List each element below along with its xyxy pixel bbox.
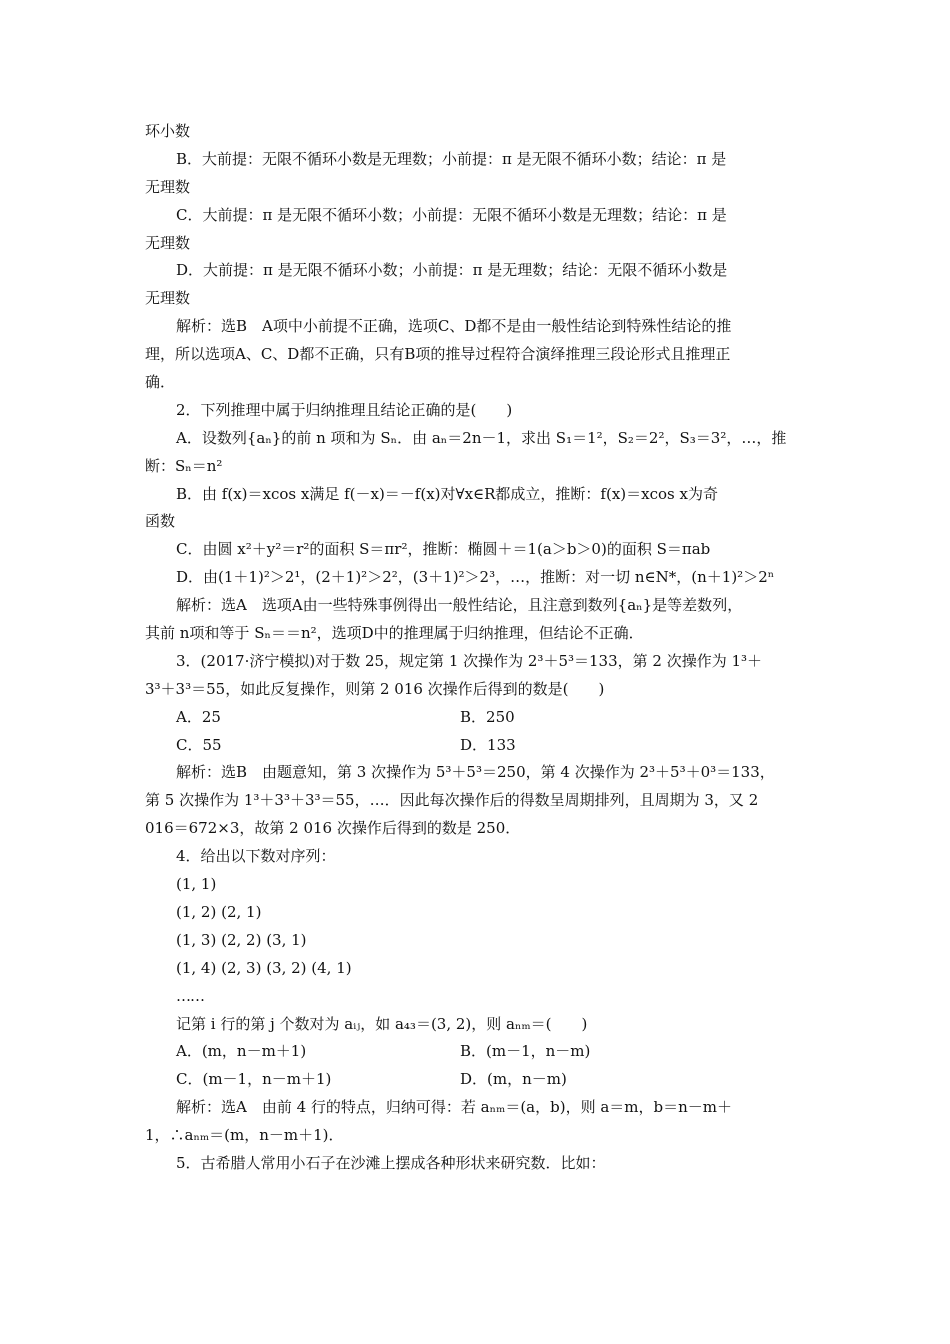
text-line: 确．: [145, 373, 176, 392]
text-line: 解析：选B 由题意知，第 3 次操作为 5³＋5³＝250，第 4 次操作为 2³＋5³＋0³＝133，: [176, 763, 775, 782]
text-line: 5．古希腊人常用小石子在沙滩上摆成各种形状来研究数．比如：: [176, 1153, 606, 1172]
text-line: 环小数: [145, 122, 191, 140]
sequence-row-4: [145, 955, 807, 983]
question-4: [145, 843, 807, 871]
q2-option-b: [145, 481, 807, 509]
option-b: [145, 146, 807, 174]
text-line: 3．(2017·济宁模拟)对于数 25，规定第 1 次操作为 2³＋5³＝133，第 2 次操作为 1³＋: [176, 651, 763, 670]
sequence-ellipsis: [145, 983, 807, 1011]
text-line: 无理数: [145, 233, 191, 252]
text-line: 断：Sₙ＝n²: [145, 456, 223, 475]
q4-option-d: D．(m，n－m): [460, 1070, 567, 1089]
solution-2: [145, 592, 807, 620]
text-line: ……: [176, 986, 204, 1005]
text-line: (1, 1): [176, 875, 217, 894]
q2-option-c: [145, 536, 807, 564]
text-line: 第 5 次操作为 1³＋3³＋3³＝55，…．因此每次操作后的得数呈周期排列，且周期为 3，又 2: [145, 791, 759, 810]
text-line: 无理数: [145, 289, 191, 308]
text-line: 其前 n项和等于 Sₙ＝＝n²，选项D中的推理属于归纳推理，但结论不正确．: [145, 624, 644, 643]
document-page: [145, 118, 807, 1178]
text-line: C．由圆 x²＋y²＝r²的面积 S＝πr²，推断：椭圆＋＝1(a＞b＞0)的面积 S＝πab: [176, 540, 711, 559]
q3-option-c: C．55: [176, 735, 222, 754]
sequence-row-3: [145, 927, 807, 955]
text-line: 函数: [145, 512, 176, 531]
q3-options-row-2: [145, 732, 807, 760]
text-line: 解析：选B A项中小前提不正确，选项C、D都不是由一般性结论到特殊性结论的推: [176, 317, 732, 336]
q4-option-b: B．(m－1，n－m): [460, 1042, 591, 1061]
text-line: 记第 i 行的第 j 个数对为 aᵢⱼ，如 a₄₃＝(3, 2)，则 aₙₘ＝( ): [176, 1014, 588, 1033]
text-line: 解析：选A 由前 4 行的特点，归纳可得：若 aₙₘ＝(a，b)，则 a＝m，b＝n－m＋: [176, 1098, 732, 1117]
text-line: 3³＋3³＝55，如此反复操作，则第 2 016 次操作后得到的数是( ): [145, 679, 605, 698]
q4-stem: [145, 1011, 807, 1039]
question-5: [145, 1150, 807, 1178]
solution-4: [145, 1094, 807, 1122]
q3-options-row-1: [145, 704, 807, 732]
q3-option-d: D．133: [460, 735, 516, 754]
q4-option-a: A．(m，n－m＋1): [176, 1042, 307, 1061]
solution-3: [145, 759, 807, 787]
q4-options-row-2: [145, 1066, 807, 1094]
text-line: D．由(1＋1)²＞2¹，(2＋1)²＞2²，(3＋1)²＞2³，…，推断：对一切 n∈N*，(n＋1)²＞2ⁿ: [176, 568, 775, 587]
question-2: [145, 397, 807, 425]
text-line: A．设数列{aₙ}的前 n 项和为 Sₙ．由 aₙ＝2n－1，求出 S₁＝1²，S₂＝2²，S₃＝3²，…，推: [176, 428, 787, 447]
sequence-row-1: [145, 871, 807, 899]
q3-option-b: B．250: [460, 707, 515, 726]
q4-option-c: C．(m－1，n－m＋1): [176, 1070, 332, 1089]
text-line: 4．给出以下数对序列：: [176, 847, 336, 866]
text-line: B．由 f(x)＝xcos x满足 f(－x)＝－f(x)对∀x∈R都成立，推断：f(x)＝xcos x为奇: [176, 484, 718, 503]
text-line: 解析：选A 选项A由一些特殊事例得出一般性结论，且注意到数列{aₙ}是等差数列，: [176, 596, 743, 615]
text-line: D．大前提：π 是无限不循环小数；小前提：π 是无理数；结论：无限不循环小数是: [176, 261, 728, 280]
text-line: B．大前提：无限不循环小数是无理数；小前提：π 是无限不循环小数；结论：π 是: [176, 149, 727, 168]
question-3: [145, 648, 807, 676]
sequence-row-2: [145, 899, 807, 927]
q2-option-d: [145, 564, 807, 592]
text-line: 2．下列推理中属于归纳推理且结论正确的是( ): [176, 400, 513, 419]
solution-1: [145, 313, 807, 341]
option-d: [145, 257, 807, 285]
text-line: 无理数: [145, 177, 191, 196]
q2-option-a: [145, 425, 807, 453]
text-line: (1, 3) (2, 2) (3, 1): [176, 930, 307, 949]
q4-options-row-1: [145, 1038, 807, 1066]
q3-option-a: A．25: [176, 707, 221, 726]
text-line: 理，所以选项A、C、D都不正确，只有B项的推导过程符合演绎推理三段论形式且推理正: [145, 345, 731, 364]
option-c: [145, 202, 807, 230]
text-line: C．大前提：π 是无限不循环小数；小前提：无限不循环小数是无理数；结论：π 是: [176, 205, 727, 224]
text-line: (1, 4) (2, 3) (3, 2) (4, 1): [176, 958, 352, 977]
text-line: 1，∴aₙₘ＝(m，n－m＋1)．: [145, 1126, 344, 1145]
text-line: 016＝672×3，故第 2 016 次操作后得到的数是 250．: [145, 819, 521, 838]
text-line: (1, 2) (2, 1): [176, 902, 262, 921]
